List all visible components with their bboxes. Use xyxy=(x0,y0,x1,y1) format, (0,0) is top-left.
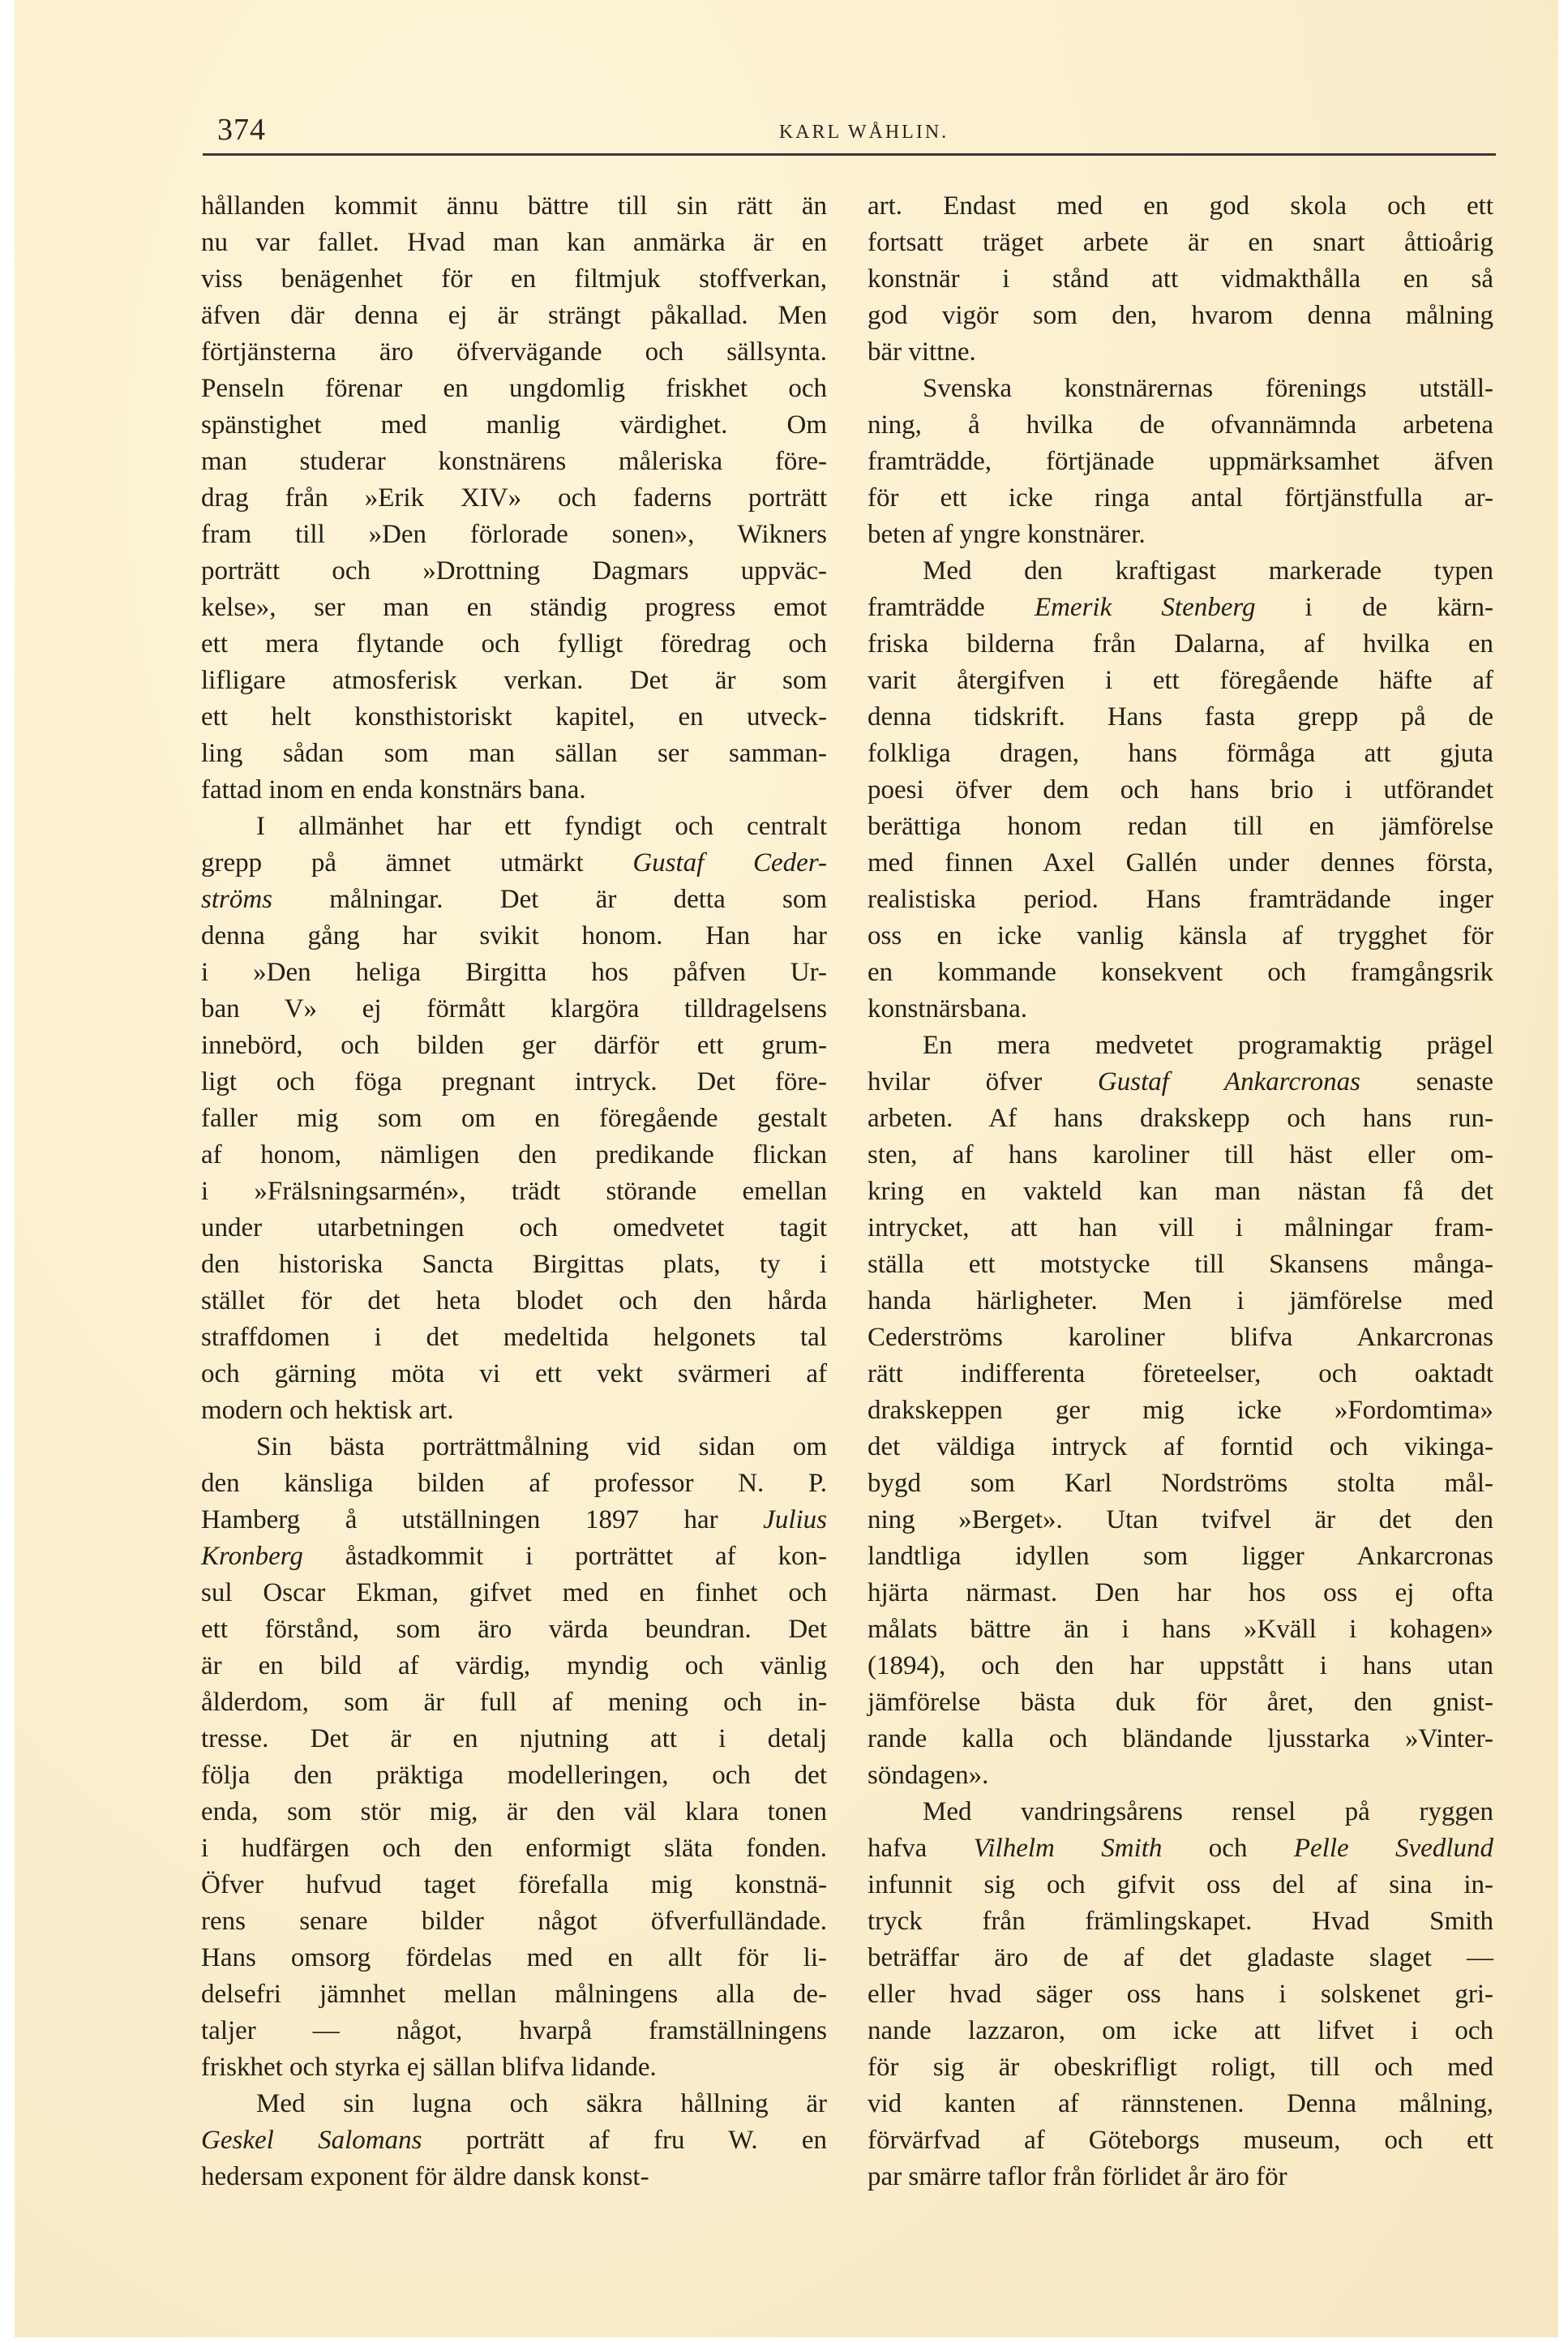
text-line: Med vandringsårens rensel på ryggen xyxy=(923,1797,1493,1826)
text-line: fortsatt träget arbete är en snart åttioårig xyxy=(868,228,1493,257)
text-line: intrycket, att han vill i målningar fram- xyxy=(868,1213,1493,1242)
text-line: viss benägenhet för en filtmjuk stoffverkan, xyxy=(201,264,827,294)
text-line: Sin bästa porträttmålning vid sidan om xyxy=(256,1432,827,1461)
text-line: folkliga dragen, hans förmåga att gjuta xyxy=(868,739,1493,768)
text-line: beten af yngre konstnärer. xyxy=(868,520,1146,549)
text-line: för ett icke ringa antal förtjänstfulla ar- xyxy=(868,483,1493,513)
italic-name: Gustaf Ankarcronas xyxy=(1097,1067,1361,1096)
text-line: berättiga honom redan till en jämförelse xyxy=(868,812,1493,841)
paragraph xyxy=(868,1028,1493,1794)
text-line: fram till »Den förlorade sonen», Wikners xyxy=(201,520,827,549)
text-line: framträdde Emerik Stenberg i de kärn- xyxy=(868,593,1493,622)
header-rule xyxy=(203,153,1496,156)
text-line: ligt och föga pregnant intryck. Det före- xyxy=(201,1067,827,1096)
text-line: par smärre taflor från förlidet år äro för xyxy=(868,2162,1287,2191)
text-line: faller mig som om en föregående gestalt xyxy=(201,1104,827,1133)
text-line: Cederströms karoliner blifva Ankarcronas xyxy=(868,1323,1493,1352)
paragraph xyxy=(868,188,1493,371)
right-column xyxy=(868,188,1493,2195)
paragraph xyxy=(868,371,1493,553)
text-line: ett mera flytande och fylligt föredrag och xyxy=(201,629,827,659)
text-line: friska bilderna från Dalarna, af hvilka en xyxy=(868,629,1493,659)
text-line: hjärta närmast. Den har hos oss ej ofta xyxy=(868,1578,1493,1607)
text-line: ling sådan som man sällan ser samman- xyxy=(201,739,827,768)
text-line: handa härligheter. Men i jämförelse med xyxy=(868,1286,1493,1315)
text-line: drag från »Erik XIV» och faderns porträtt xyxy=(201,483,827,513)
text-line: Med den kraftigast markerade typen xyxy=(923,556,1493,586)
text-line: vid kanten af rännstenen. Denna målning, xyxy=(868,2089,1493,2118)
text-line: ett förstånd, som äro värda beundran. Det xyxy=(201,1615,827,1644)
text-line: Hamberg å utställningen 1897 har Julius xyxy=(201,1505,827,1534)
text-line: sten, af hans karoliner till häst eller om- xyxy=(868,1140,1493,1169)
text-line: porträtt och »Drottning Dagmars uppväc- xyxy=(201,556,827,586)
text-line: i hudfärgen och den enformigt släta fonden. xyxy=(201,1834,827,1863)
text-line: hvilar öfver Gustaf Ankarcronas senaste xyxy=(868,1067,1493,1096)
text-line: modern och hektisk art. xyxy=(201,1396,454,1425)
text-line: innebörd, och bilden ger därför ett grum- xyxy=(201,1031,827,1060)
text-line: grepp på ämnet utmärkt Gustaf Ceder- xyxy=(201,848,827,878)
text-line: rätt indifferenta företeelser, och oaktadt xyxy=(868,1359,1493,1388)
text-line: hedersam exponent för äldre dansk konst- xyxy=(201,2162,649,2191)
text-line: jämförelse bästa duk för året, den gnist- xyxy=(868,1688,1493,1717)
text-line: realistiska period. Hans framträdande inger xyxy=(868,885,1493,914)
text-line: den historiska Sancta Birgittas plats, ty i xyxy=(201,1250,827,1279)
text-line: för sig är obeskrifligt roligt, till och med xyxy=(868,2053,1493,2082)
text-line: beträffar äro de af det gladaste slaget — xyxy=(868,1943,1493,1972)
text-line: den känsliga bilden af professor N. P. xyxy=(201,1469,827,1498)
text-line: lifligare atmosferisk verkan. Det är som xyxy=(201,666,827,695)
text-line: bygd som Karl Nordströms stolta mål- xyxy=(868,1469,1493,1498)
text-line: fattad inom en enda konstnärs bana. xyxy=(201,775,586,805)
text-line: hållanden kommit ännu bättre till sin rätt än xyxy=(201,191,827,221)
text-line: ning, å hvilka de ofvannämnda arbetena xyxy=(868,410,1493,440)
text-line: denna gång har svikit honom. Han har xyxy=(201,921,827,951)
text-line: eller hvad säger oss hans i solskenet gri- xyxy=(868,1980,1493,2009)
paragraph xyxy=(868,1794,1493,2195)
text-line: art. Endast med en god skola och ett xyxy=(868,191,1493,221)
text-line: arbeten. Af hans drakskepp och hans run- xyxy=(868,1104,1493,1133)
text-line: nande lazzaron, om icke att lifvet i och xyxy=(868,2016,1493,2045)
text-line: I allmänhet har ett fyndigt och centralt xyxy=(256,812,827,841)
text-line: infunnit sig och gifvit oss del af sina in- xyxy=(868,1870,1493,1899)
text-line: man studerar konstnärens måleriska före- xyxy=(201,447,827,476)
text-line: konstnär i stånd att vidmakthålla en så xyxy=(868,264,1493,294)
text-line: och gärning möta vi ett vekt svärmeri af xyxy=(201,1359,827,1388)
text-line: enda, som stör mig, är den väl klara tonen xyxy=(201,1797,827,1826)
text-line: nu var fallet. Hvad man kan anmärka är en xyxy=(201,228,827,257)
italic-name: Emerik Stenberg xyxy=(1034,593,1256,622)
text-line: god vigör som den, hvarom denna målning xyxy=(868,301,1493,330)
paragraph xyxy=(201,809,827,1429)
text-line: Med sin lugna och säkra hållning är xyxy=(256,2089,827,2118)
text-line: taljer — något, hvarpå framställningens xyxy=(201,2016,827,2045)
text-line: stället för det heta blodet och den hårda xyxy=(201,1286,827,1315)
paragraph xyxy=(201,188,827,809)
text-line: i »Den heliga Birgitta hos påfven Ur- xyxy=(201,958,827,987)
text-line: Penseln förenar en ungdomlig friskhet och xyxy=(201,374,827,403)
text-line: rens senare bilder något öfverfulländade. xyxy=(201,1907,827,1936)
text-line: tresse. Det är en njutning att i detalj xyxy=(201,1724,827,1753)
text-line: förtjänsterna äro öfvervägande och sällsynta. xyxy=(201,337,827,367)
text-line: drakskeppen ger mig icke »Fordomtima» xyxy=(868,1396,1493,1425)
text-line: spänstighet med manlig värdighet. Om xyxy=(201,410,827,440)
italic-name: Geskel Salomans xyxy=(201,2126,422,2155)
text-line: tryck från främlingskapet. Hvad Smith xyxy=(868,1907,1493,1936)
text-line: med finnen Axel Gallén under dennes första, xyxy=(868,848,1493,878)
left-column xyxy=(201,188,827,2195)
italic-name: Gustaf Ceder- xyxy=(632,848,827,878)
text-line: Svenska konstnärernas förenings utställ- xyxy=(923,374,1493,403)
text-line: (1894), och den har uppstått i hans utan xyxy=(868,1651,1493,1680)
text-line: varit återgifven i ett föregående häfte af xyxy=(868,666,1493,695)
text-line: konstnärsbana. xyxy=(868,994,1028,1023)
italic-name: Vilhelm Smith xyxy=(973,1834,1163,1863)
text-line: äfven där denna ej är strängt påkallad. Men xyxy=(201,301,827,330)
text-line: kring en vakteld kan man nästan få det xyxy=(868,1177,1493,1206)
page-header xyxy=(217,110,1510,151)
text-line: målats bättre än i hans »Kväll i kohagen» xyxy=(868,1615,1493,1644)
text-line: framträdde, förtjänade uppmärksamhet äfven xyxy=(868,447,1493,476)
text-line: friskhet och styrka ej sällan blifva lidande. xyxy=(201,2053,657,2082)
text-line: bär vittne. xyxy=(868,337,976,367)
text-line: sul Oscar Ekman, gifvet med en finhet och xyxy=(201,1578,827,1607)
text-line: ställa ett motstycke till Skansens många- xyxy=(868,1250,1493,1279)
text-line: ålderdom, som är full af mening och in- xyxy=(201,1688,827,1717)
italic-name: Kronberg xyxy=(201,1542,303,1571)
text-line: är en bild af värdig, myndig och vänlig xyxy=(201,1651,827,1680)
text-line: ett helt konsthistoriskt kapitel, en utveck- xyxy=(201,702,827,732)
text-line: kelse», ser man en ständig progress emot xyxy=(201,593,827,622)
paragraph xyxy=(201,2086,827,2195)
text-line: Hans omsorg fördelas med en allt för li- xyxy=(201,1943,827,1972)
text-line: det väldiga intryck af forntid och vikinga- xyxy=(868,1432,1493,1461)
text-line: oss en icke vanlig känsla af trygghet för xyxy=(868,921,1493,951)
text-line: poesi öfver dem och hans brio i utförandet xyxy=(868,775,1493,805)
text-line: En mera medvetet programaktig prägel xyxy=(923,1031,1493,1060)
paragraph xyxy=(868,553,1493,1028)
text-line: hafva Vilhelm Smith och Pelle Svedlund xyxy=(868,1834,1493,1863)
text-line: söndagen». xyxy=(868,1761,989,1790)
italic-name: Julius xyxy=(763,1505,827,1534)
text-line: ning »Berget». Utan tvifvel är det den xyxy=(868,1505,1493,1534)
italic-name: Pelle Svedlund xyxy=(1293,1834,1493,1863)
text-line: ströms målningar. Det är detta som xyxy=(201,885,827,914)
running-head: KARL WÅHLIN. xyxy=(778,122,949,143)
text-line: af honom, nämligen den predikande flickan xyxy=(201,1140,827,1169)
text-line: följa den präktiga modelleringen, och det xyxy=(201,1761,827,1790)
text-line: i »Frälsningsarmén», trädt störande emellan xyxy=(201,1177,827,1206)
text-line: Kronberg åstadkommit i porträttet af kon- xyxy=(201,1542,827,1571)
paragraph xyxy=(201,1429,827,2086)
text-line: rande kalla och bländande ljusstarka »Vinter- xyxy=(868,1724,1493,1753)
text-line: straffdomen i det medeltida helgonets tal xyxy=(201,1323,827,1352)
text-line: en kommande konsekvent och framgångsrik xyxy=(868,958,1493,987)
text-line: denna tidskrift. Hans fasta grepp på de xyxy=(868,702,1493,732)
italic-name: ströms xyxy=(201,885,273,914)
text-line: delsefri jämnhet mellan målningens alla de- xyxy=(201,1980,827,2009)
text-line: Geskel Salomans porträtt af fru W. en xyxy=(201,2126,827,2155)
text-line: under utarbetningen och omedvetet tagit xyxy=(201,1213,827,1242)
text-line: Öfver hufvud taget förefalla mig konstnä- xyxy=(201,1870,827,1899)
text-line: förvärfvad af Göteborgs museum, och ett xyxy=(868,2126,1493,2155)
page-number: 374 xyxy=(217,113,266,147)
text-line: landtliga idyllen som ligger Ankarcronas xyxy=(868,1542,1493,1571)
text-line: ban V» ej förmått klargöra tilldragelsens xyxy=(201,994,827,1023)
